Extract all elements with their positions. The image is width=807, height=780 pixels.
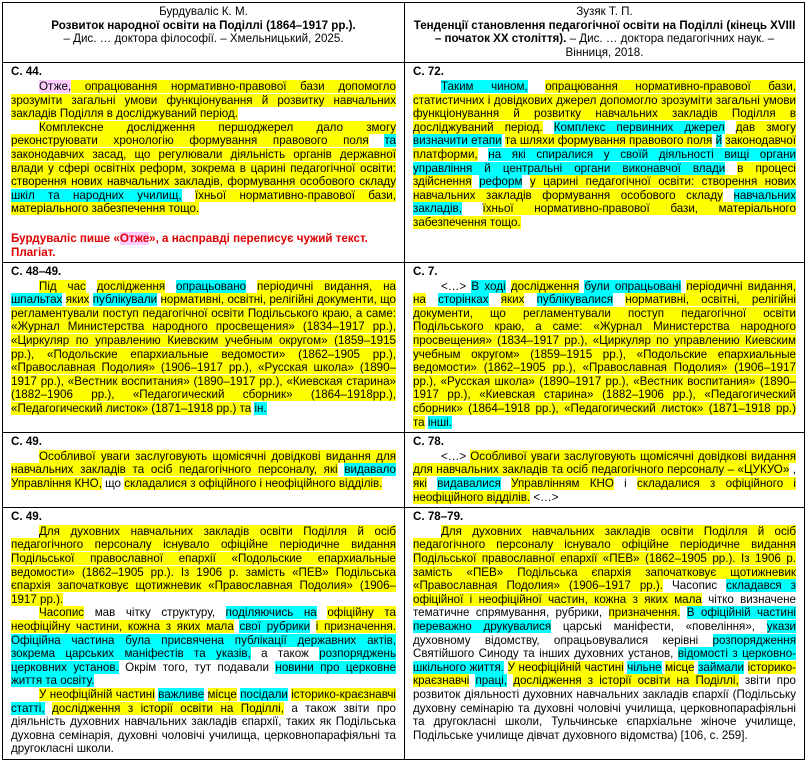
page-ref: С. 72. <box>413 65 444 79</box>
highlight-cyan: навчальних закладів, <box>413 188 796 216</box>
highlight-yellow: Комплексне дослідження першоджерел дало змогу <box>39 120 396 134</box>
highlight-cyan: статті, <box>11 701 45 715</box>
text-run: що <box>101 477 125 490</box>
highlight-cyan: опрацьовано <box>176 279 247 293</box>
text-run <box>369 134 385 147</box>
paras <box>11 80 396 216</box>
paras <box>11 525 396 756</box>
text-run: царські маніфести, «повеління», <box>551 619 767 633</box>
highlight-yellow: У неофіційній частині <box>507 660 624 674</box>
text-run <box>165 280 176 293</box>
highlight-cyan: посідали <box>240 687 288 701</box>
text-run <box>524 293 536 306</box>
highlight-cyan: шкіл та народних училищ, <box>11 188 182 202</box>
paragraph <box>413 280 796 430</box>
highlight-yellow: опрацювання нормативно-правової бази, статистичних і довідкових джерел допомогло зрозуміти загальні умови функціонування й розвитку навчальних закладів Поділля в досліджуваний період. <box>413 79 796 134</box>
highlight-cyan: шпальтах <box>11 293 63 307</box>
highlight-yellow: Управління КНО, <box>11 477 102 490</box>
header-right <box>405 3 805 63</box>
text-run <box>246 280 257 293</box>
text-run: , <box>789 463 796 477</box>
text-run: <…> <box>441 449 471 463</box>
highlight-yellow: складалися з офіційного і неофіційного відділів. <box>124 477 383 490</box>
note-run: », а насправді переписує чужий текст. Плагіат. <box>11 231 368 259</box>
highlight-yellow: офіційної і неофіційної частин, кожна з яких мала <box>413 592 702 606</box>
text-run <box>478 148 489 161</box>
highlight-yellow: складалися з офіційного і неофіційного відділів. <box>413 477 796 504</box>
highlight-cyan: та <box>384 134 396 148</box>
highlight-yellow: їхньої нормативно-правової бази, матеріального забезпечення тощо. <box>11 188 396 216</box>
highlight-cyan: на які спиралися у своїй діяльності вищі органи управління й центральні органи виконавчої влади <box>413 147 796 175</box>
text-run: духовному відомству, опрацьовувалися керівні <box>413 633 713 647</box>
highlight-cyan: свої рубрики <box>239 619 311 633</box>
text-run <box>725 121 736 134</box>
header-row <box>3 3 805 63</box>
highlight-yellow: дослідження <box>96 279 166 293</box>
paragraph <box>11 80 396 121</box>
highlight-yellow: законодавчих засад, що регулювали діяльність органів державної влади у сфері освітніх реформ, зокрема в царині педагогічної освіти: створення нових навчальних закладів, формування особового складу <box>11 147 396 189</box>
paras <box>413 525 796 743</box>
highlight-yellow: дослідження <box>510 279 580 293</box>
highlight-cyan: укази <box>766 619 796 633</box>
page-ref: С. 49. <box>11 435 42 449</box>
highlight-cyan: видавалися <box>437 477 501 490</box>
text-run <box>310 620 316 633</box>
page-ref: С. 44. <box>11 65 42 79</box>
page-ref: С. 48–49. <box>11 265 62 279</box>
highlight-yellow: у царині педагогічної освіти: створення нових навчальних закладів формування особового складу <box>413 175 796 202</box>
highlight-yellow: дослідження з історії освіти на Поділлі, <box>52 701 284 715</box>
paragraph <box>11 688 396 756</box>
left-meta: – Дис. … доктора філософії. – Хмельницький, 2025. <box>63 32 344 46</box>
highlight-yellow: Для духовних навчальних закладів освіти Поділля й осіб педагогічного персоналу існувало офіційне періодичне видання Подільської православної епархії «ПЕВ» (1862–1905 рр.). Із 1906 р. замість «ПЕВ» Подільська єпархія започатковує щотижневик «Православная Подолия» (1906–1917 рр.). <box>413 524 796 593</box>
text-run: Часопис <box>663 579 727 593</box>
paragraph <box>11 280 396 416</box>
highlight-cyan: новини про церковне життя та освіту. <box>11 660 396 688</box>
highlight-yellow: нормативні, освітні, релігійні документи, що регламентували поступ педагогічної освіти Подільського краю, а саме: «Журнал Министерства народного просвещения» (1834–1917 рр.), «Циркуляр по управлению Киевским учебным округом» (1859–1915 рр.), «Подольские епархиальные ведомости» (1862–1905 рр.), «Православная Подолия» (1906–1917 рр.), «Русская школа» (1890–1917 рр.), «Вестник воспитания» (1890–1917 рр.), «Киевская старина» (1882–1906 рр.), «Педагогический сборник» (1864–1918 рр.), «Педагогический листок» (1871–1918 рр.) та <box>413 293 796 429</box>
text-run <box>613 293 625 306</box>
right-title: Тенденції становлення педагогічної освіти на Поділлі (кінець XVIII – початок XX століття). <box>413 18 796 46</box>
highlight-yellow: нормативні, освітні, релігійні документи, що регламентували поступ педагогічної освіти Подільського краю, а саме: «Журнал Министерства народного просвещения» (1834–1917 рр.), «Циркуляр по управлению Киевским учебным округом» (1859–1915 рр.), «Подольские епархиальные ведомости» (1862–1905 рр.), «Православная Подолия» (1906–1917 рр.), «Русская школа» (1890–1917 рр.), «Вестник воспитания» (1890–1917 рр.), «Киевская старина» (1882–1906 рр.), «Педагогический сборник» (1864–1918рр.), «Педагогический листок» (1871–1918 рр.) та <box>11 293 396 416</box>
row-4-left <box>3 508 405 760</box>
highlight-yellow: які <box>413 477 427 490</box>
text-run <box>462 202 483 215</box>
text-run <box>182 189 195 202</box>
highlight-cyan: складався з <box>726 579 796 593</box>
highlight-yellow: опрацювання нормативно-правової бази допомогло зрозуміти загальні умови функціонування й розвитку навчальних закладів Поділля в досліджуваний період. <box>11 79 396 121</box>
highlight-cyan: визначити етапи <box>413 134 502 148</box>
highlight-yellow: реконструювати хронологію формування правового поля <box>11 134 369 148</box>
page-ref: С. 78. <box>413 435 444 449</box>
row-2-left <box>3 263 405 433</box>
text-run: <…> <box>530 490 559 504</box>
text-run <box>522 175 530 188</box>
highlight-cyan: займали <box>698 660 744 674</box>
text-run: звіти про розвиток діяльності духовних навчальних закладів єпархії (Подільську духовну семінарію та духовні чоловічі училища, церковнопарафіяльні та другокласні школи, Тульчинське єпархіальне жіноче училище, Подільське училище дівчат духовного відомства) [106, с. 259]. <box>413 674 796 742</box>
highlight-yellow: Часопис <box>39 606 85 620</box>
paragraph <box>413 450 796 504</box>
highlight-cyan: видавало <box>344 463 396 477</box>
highlight-cyan: реформ <box>479 175 523 189</box>
text-run <box>489 293 501 306</box>
highlight-cyan: публікувалися <box>536 293 614 307</box>
highlight-yellow: і призначення. <box>315 619 396 633</box>
highlight-yellow: Під час <box>39 279 86 293</box>
highlight-cyan: сторінках <box>438 293 489 307</box>
text-run <box>157 293 160 306</box>
row-2 <box>3 263 805 433</box>
page-ref: С. 7. <box>413 265 438 279</box>
highlight-cyan: Офіційна частина була присвячена публікації державних актів, зокрема царських маніфестів та указів, <box>11 633 396 661</box>
highlight-yellow: Особливої уваги заслуговують щомісячні довідкові видання для навчальних закладів та осіб педагогічного персоналу – «ЦУКУО» <box>413 449 796 477</box>
highlight-yellow: періодичні видання, на <box>257 279 396 293</box>
highlight-cyan: В офіційній частині переважно друкувалися <box>413 606 797 633</box>
text-run <box>528 80 546 93</box>
highlight-cyan: інші. <box>427 415 452 429</box>
text-run <box>86 280 97 293</box>
highlight-yellow: У неофіційній частині <box>39 687 155 701</box>
highlight-yellow: яких <box>65 293 90 307</box>
paras <box>11 280 396 416</box>
left-title: Розвиток народної освіти на Поділлі (1864–1917 рр.). <box>51 18 356 32</box>
text-run <box>427 477 437 490</box>
highlight-pink: Отже, <box>39 79 72 93</box>
text-run <box>317 606 328 619</box>
row-1-left <box>3 63 405 263</box>
row-1 <box>3 63 805 263</box>
text-run: <…> <box>441 279 472 293</box>
text-run: Святійшого Синоду та інших духовних установ, <box>413 647 678 661</box>
paras <box>413 450 796 504</box>
text-run <box>472 175 480 188</box>
paras <box>413 80 796 230</box>
left-author: Бурдуваліс К. М. <box>159 5 248 18</box>
text-run <box>501 477 511 490</box>
text-run <box>723 189 734 202</box>
paras <box>11 450 396 491</box>
highlight-yellow: офіційну та неофіційну частини, кожна з яких мала <box>11 606 396 633</box>
highlight-cyan: Таким чином, <box>441 79 528 93</box>
highlight-yellow: періодичні видання, на <box>413 279 796 307</box>
highlight-yellow: дослідження з історії освіти на Поділлі, <box>513 674 739 688</box>
text-run: мав чітку структуру, <box>84 606 226 620</box>
text-run: чітко визначене тематичне спрямування, рубрики, <box>413 592 796 620</box>
paragraph <box>11 450 396 491</box>
highlight-yellow: Особливої уваги заслуговують щомісячні довідкові видання для навчальних закладів та осіб педагогічного персоналу, які <box>11 449 396 477</box>
paras <box>413 280 796 430</box>
right-title-meta <box>411 19 798 60</box>
highlight-cyan: поділяючись на <box>225 606 317 620</box>
row-3 <box>3 433 805 508</box>
highlight-yellow: їхньої нормативно-правової бази, матеріального забезпечення тощо. <box>413 202 796 229</box>
text-run: а також звіти про діяльність духовних навчальних закладів єпархії, таких як Подільська духовна семінарія, духовні чоловічі училища, церковнопарафіяльні та другокласні школи. <box>11 701 396 756</box>
right-meta: – Дис. … доктора педагогічних наук. – Вінниця, 2018. <box>565 32 775 59</box>
highlight-cyan: праці, <box>475 674 508 688</box>
highlight-cyan: розпорядження <box>712 633 796 647</box>
paragraph <box>11 606 396 688</box>
note-run: Отже <box>119 231 150 245</box>
highlight-yellow: історико-краєзнавчі <box>413 660 797 688</box>
page-ref: С. 49. <box>11 510 42 524</box>
paragraph <box>413 80 796 230</box>
text-run <box>680 606 686 619</box>
highlight-cyan: В ході <box>471 279 506 293</box>
highlight-cyan: ін. <box>254 402 267 416</box>
highlight-yellow: законодавчої платформи, <box>413 134 796 161</box>
plagiarism-note <box>11 232 396 259</box>
right-author: Зузяк Т. П. <box>576 5 633 18</box>
highlight-yellow: Для духовних навчальних закладів освіти Поділля й осіб педагогічного персоналу існувало офіційне періодичне видання Подільської православної епархії «Подольские епархиальные ведомости» (1862–1905 рр.). Із 1906 р. замість «ПЕВ» Подільська єпархія започатковує щотижневик «Православная Подолия» (1906–1917 рр.). <box>11 524 396 606</box>
text-run <box>45 702 52 715</box>
highlight-cyan: були опрацьовані <box>584 279 682 293</box>
highlight-yellow: в процесі здійснення <box>413 161 796 189</box>
highlight-cyan: чільне <box>627 660 662 674</box>
highlight-cyan: розпоряджень церковних установ. <box>11 647 396 674</box>
row-2-right <box>405 263 805 433</box>
text-run <box>426 293 438 306</box>
paragraph <box>11 525 396 607</box>
highlight-yellow: Управлінням КНО <box>511 477 614 490</box>
header-left <box>3 3 405 63</box>
highlight-cyan: публікували <box>92 293 158 307</box>
page-ref: С. 78–79. <box>413 510 464 524</box>
note-run: Бурдуваліс пише « <box>11 231 120 245</box>
text-run <box>543 121 554 134</box>
row-3-left <box>3 433 405 508</box>
text-run: Окрім того, тут подавали <box>118 660 276 674</box>
highlight-cyan: відомості з церковно-шкільного життя. <box>413 647 797 674</box>
highlight-yellow: історико-краєзнавчі <box>291 687 396 701</box>
text-run: а також <box>250 647 320 661</box>
paragraph <box>11 121 396 216</box>
highlight-cyan: й <box>715 134 723 148</box>
highlight-yellow: місце <box>207 687 237 701</box>
paragraph <box>413 525 796 743</box>
highlight-cyan: важливе <box>158 687 205 701</box>
text-run: і <box>613 477 638 490</box>
highlight-yellow: призначення. <box>608 606 681 620</box>
row-3-right <box>405 433 805 508</box>
highlight-yellow: дав змогу <box>735 120 796 134</box>
highlight-yellow: місце <box>665 660 695 674</box>
highlight-yellow: та шляхи формування правового поля <box>504 134 713 148</box>
comparison-table <box>2 2 805 760</box>
text-run <box>725 162 737 175</box>
row-4-right <box>405 508 805 760</box>
row-4 <box>3 508 805 760</box>
highlight-yellow: яких <box>500 293 525 307</box>
row-1-right <box>405 63 805 263</box>
highlight-cyan: Комплекс первинних джерел <box>553 120 725 134</box>
